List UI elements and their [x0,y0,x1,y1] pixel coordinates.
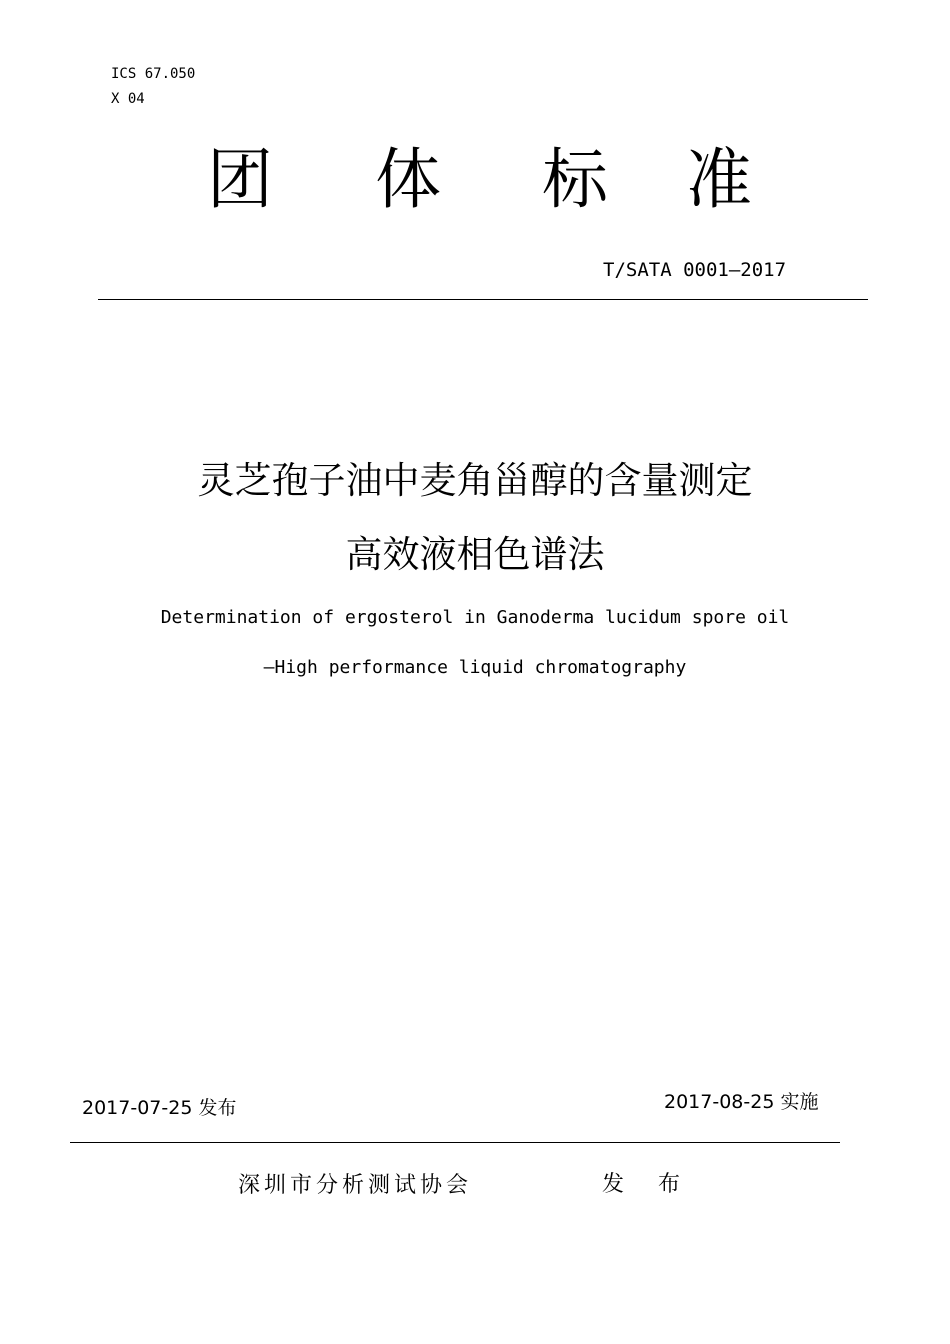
title-english-line-2: —High performance liquid chromatography [263,657,687,678]
ics-code: ICS 67.050 [111,66,196,82]
issuer-name: 深圳市分析测试协会 [238,1173,473,1198]
title-chinese-line-1: 灵芝孢子油中麦角甾醇的含量测定 [197,459,753,502]
document-type-char: 标 [542,141,608,218]
document-type-title [0,140,950,220]
document-type-char: 准 [686,141,752,218]
implement-date: 2017-08-25 实施 [664,1091,819,1113]
publish-date: 2017-07-25 发布 [82,1097,237,1119]
document-type-char: 团 [207,141,273,218]
title-chinese-line-2: 高效液相色谱法 [345,533,605,576]
issue-label: 发布 [602,1172,715,1197]
ccs-code: X 04 [111,91,145,107]
title-english-line-1: Determination of ergosterol in Ganoderma lucidum spore oil [160,607,790,628]
document-type-char: 体 [375,141,441,218]
footer-divider [70,1142,840,1143]
header-divider [98,299,868,300]
standard-number: T/SATA 0001—2017 [603,259,787,281]
